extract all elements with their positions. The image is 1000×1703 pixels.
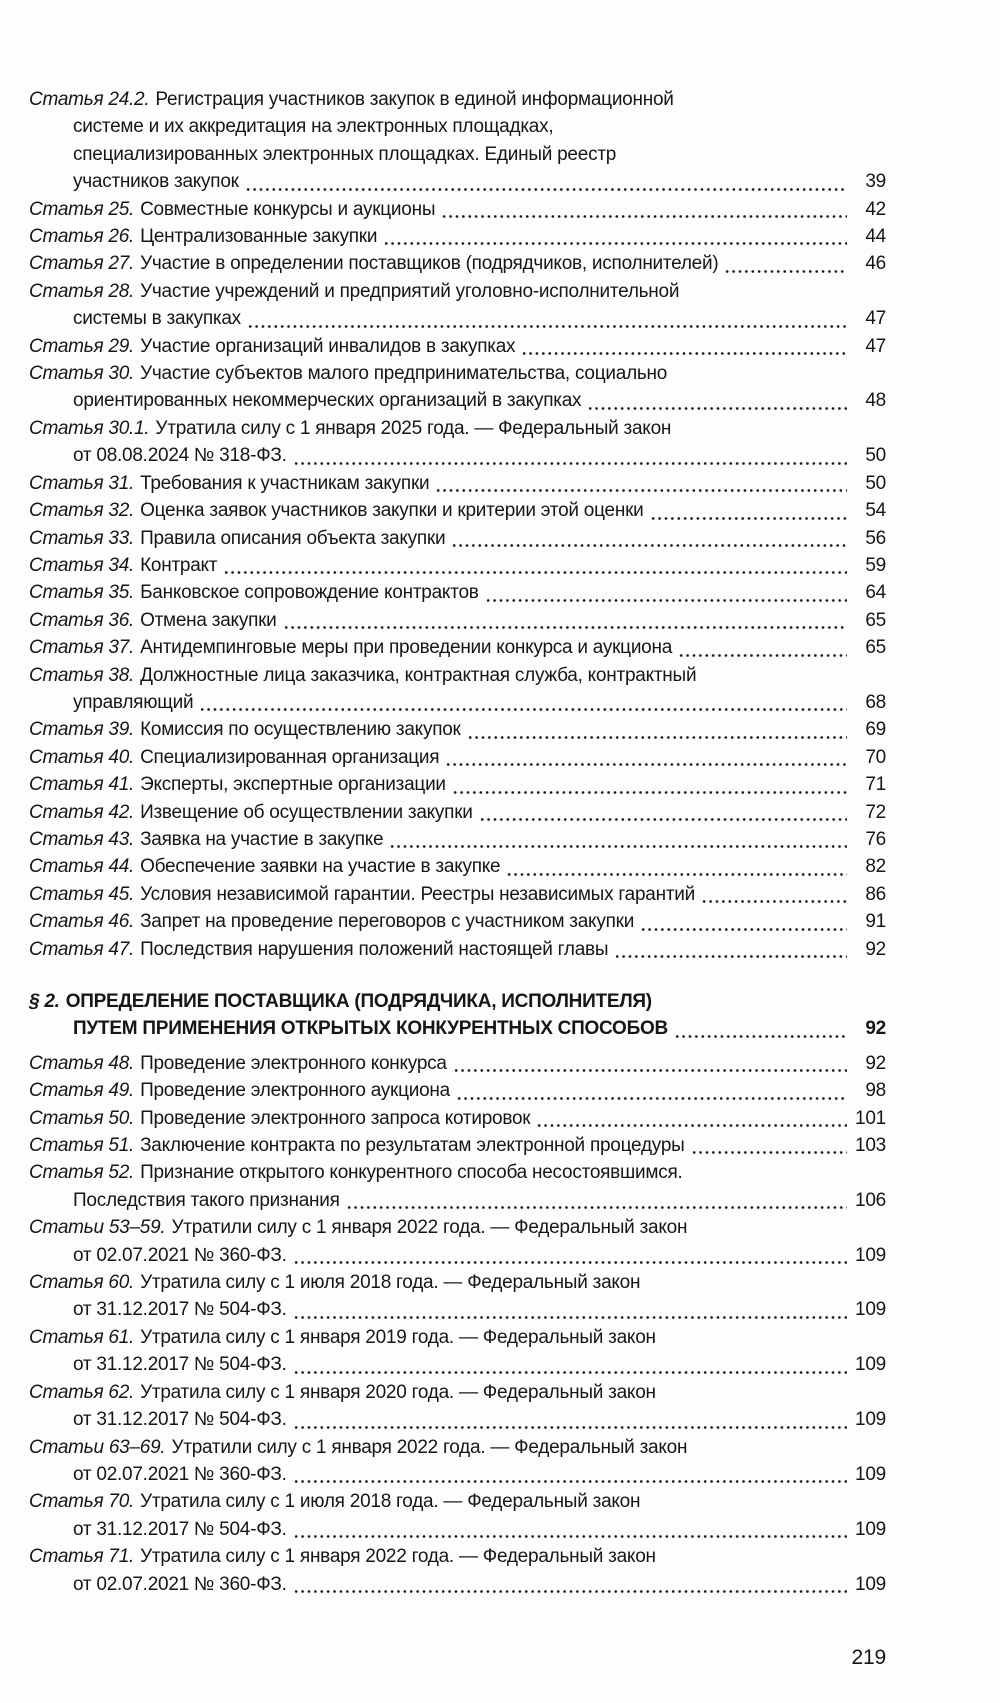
entry-title-text: Отмена закупки: [140, 609, 277, 631]
toc-entry: [29, 607, 886, 634]
article-label: Статья 30.: [29, 363, 135, 385]
dot-leader: [674, 1034, 847, 1039]
entry-title-text: Контракт: [140, 554, 218, 576]
dot-leader: [485, 598, 847, 603]
entry-title-text: участников закупок: [73, 171, 239, 193]
toc-line: [29, 716, 886, 743]
article-label: Статья 51.: [29, 1135, 135, 1157]
entry-title-text: от 08.08.2024 № 318-ФЗ.: [73, 445, 287, 467]
dot-leader: [199, 707, 847, 712]
toc-line: [29, 470, 886, 497]
article-label: Статьи 63–69.: [29, 1436, 166, 1458]
article-label: Статья 41.: [29, 774, 135, 796]
toc-line: [29, 250, 886, 277]
entry-title-text: Участие учреждений и предприятий уголовно-исполнительной: [140, 280, 680, 302]
toc-line: [29, 305, 886, 332]
toc-entry: [29, 771, 886, 798]
entry-page-number: 82: [865, 856, 886, 878]
dot-leader: [293, 1260, 847, 1265]
article-label: Статья 42.: [29, 801, 135, 823]
dot-leader: [293, 1534, 847, 1539]
dot-leader: [245, 187, 847, 192]
dot-leader: [293, 1589, 847, 1594]
article-label: Статья 71.: [29, 1546, 135, 1568]
toc-line: [29, 1187, 886, 1214]
article-label: Статья 48.: [29, 1052, 135, 1074]
article-label: Статьи 53–59.: [29, 1217, 166, 1239]
toc-line: [29, 168, 886, 195]
toc-line: [29, 360, 886, 387]
toc-line: [29, 988, 886, 1015]
entry-page-number: 64: [865, 582, 886, 604]
entry-title-text: Специализированная организация: [140, 746, 440, 768]
entry-page-number: 59: [865, 554, 886, 576]
entry-page-number: 65: [865, 609, 886, 631]
toc-line: [29, 579, 886, 606]
dot-leader: [614, 954, 847, 959]
dot-leader: [223, 570, 847, 575]
toc-line: [29, 196, 886, 223]
entry-title-text: от 31.12.2017 № 504-ФЗ.: [73, 1409, 287, 1431]
dot-leader: [451, 543, 847, 548]
toc-line: [29, 387, 886, 414]
dot-leader: [521, 351, 847, 356]
entry-page-number: 109: [855, 1409, 886, 1431]
entry-page-number: 48: [865, 390, 886, 412]
dot-leader: [293, 1370, 847, 1375]
toc-entry: [29, 1132, 886, 1159]
toc-entry: [29, 1269, 886, 1324]
toc-entry: [29, 1324, 886, 1379]
toc-line: [29, 1461, 886, 1488]
toc-entry: [29, 716, 886, 743]
entry-title-text: Участие организаций инвалидов в закупках: [140, 335, 516, 357]
toc-entry: [29, 1159, 886, 1214]
page-folio-number: 219: [851, 1646, 886, 1669]
toc-line: [29, 1296, 886, 1323]
dot-leader: [435, 488, 847, 493]
entry-title-text: системе и их аккредитация на электронных площадках,: [73, 116, 554, 138]
toc-entry: [29, 86, 886, 196]
entry-page-number: 101: [855, 1107, 886, 1129]
article-label: Статья 52.: [29, 1162, 135, 1184]
article-label: Статья 35.: [29, 582, 135, 604]
toc-line: [29, 1488, 886, 1515]
entry-page-number: 47: [865, 335, 886, 357]
article-label: Статья 33.: [29, 527, 135, 549]
entry-title-text: Утратили силу с 1 января 2022 года. — Федеральный закон: [171, 1436, 688, 1458]
article-label: Статья 49.: [29, 1080, 135, 1102]
entry-page-number: 47: [865, 308, 886, 330]
entry-page-number: 54: [865, 500, 886, 522]
entry-title-text: системы в закупках: [73, 308, 241, 330]
article-label: Статья 27.: [29, 253, 135, 275]
dot-leader: [650, 516, 848, 521]
dot-leader: [467, 735, 847, 740]
entry-page-number: 69: [865, 719, 886, 741]
entry-title-text: специализированных электронных площадках. Единый реестр: [73, 143, 617, 165]
entry-page-number: 109: [855, 1244, 886, 1266]
entry-title-text: Последствия нарушения положений настоящей главы: [140, 938, 609, 960]
entry-page-number: 92: [865, 1052, 886, 1074]
toc-line: [29, 278, 886, 305]
entry-title-text: Участие субъектов малого предпринимательства, социально: [140, 363, 668, 385]
toc-line: [29, 799, 886, 826]
toc-line: [29, 141, 886, 168]
entry-title-text: Проведение электронного запроса котировок: [140, 1107, 531, 1129]
article-label: Статья 62.: [29, 1381, 135, 1403]
dot-leader: [383, 241, 847, 246]
article-label: Статья 28.: [29, 280, 135, 302]
entry-title-text: Проведение электронного конкурса: [140, 1052, 447, 1074]
entry-title-text: Проведение электронного аукциона: [140, 1080, 450, 1102]
entry-title-text: управляющий: [73, 691, 194, 713]
entry-page-number: 50: [865, 445, 886, 467]
toc-entry: [29, 1214, 886, 1269]
entry-page-number: 72: [865, 801, 886, 823]
entry-page-number: 70: [865, 746, 886, 768]
article-label: Статья 46.: [29, 911, 135, 933]
toc-line: [29, 689, 886, 716]
article-label: Статья 32.: [29, 500, 135, 522]
toc-line: [29, 744, 886, 771]
toc-line: [29, 826, 886, 853]
toc-entry: [29, 360, 886, 415]
dot-leader: [587, 406, 847, 411]
article-label: Статья 34.: [29, 554, 135, 576]
entry-title-text: от 31.12.2017 № 504-ФЗ.: [73, 1299, 287, 1321]
dot-leader: [640, 927, 847, 932]
dot-leader: [456, 1096, 847, 1101]
entry-title-text: Обеспечение заявки на участие в закупке: [140, 856, 501, 878]
dot-leader: [691, 1150, 847, 1155]
article-label: Статья 30.1.: [29, 417, 150, 439]
entry-title-text: ориентированных некоммерческих организаций в закупках: [73, 390, 582, 412]
toc-entry: [29, 1543, 886, 1598]
toc-line: [29, 1159, 886, 1186]
toc-line: [29, 1050, 886, 1077]
toc-entry: [29, 333, 886, 360]
entry-title-text: от 02.07.2021 № 360-ФЗ.: [73, 1573, 287, 1595]
toc-entry: [29, 799, 886, 826]
article-label: Статья 45.: [29, 883, 135, 905]
toc-entry: [29, 744, 886, 771]
entry-page-number: 50: [865, 472, 886, 494]
entry-page-number: 109: [855, 1463, 886, 1485]
toc-entry: [29, 1077, 886, 1104]
entry-page-number: 65: [865, 637, 886, 659]
dot-leader: [293, 461, 847, 466]
toc-entry: [29, 1434, 886, 1489]
toc-line: [29, 1077, 886, 1104]
toc-entry: [29, 250, 886, 277]
toc-line: [29, 86, 886, 113]
entry-title-text: Утратили силу с 1 января 2022 года. — Федеральный закон: [171, 1217, 688, 1239]
dot-leader: [479, 817, 847, 822]
entry-page-number: 103: [855, 1135, 886, 1157]
toc-entry: [29, 1105, 886, 1132]
dot-leader: [293, 1425, 847, 1430]
entry-page-number: 71: [865, 774, 886, 796]
entry-title-text: Требования к участникам закупки: [140, 472, 430, 494]
toc-entry: [29, 415, 886, 470]
dot-leader: [452, 790, 847, 795]
toc-line: [29, 1379, 886, 1406]
entry-page-number: 106: [855, 1189, 886, 1211]
dot-leader: [724, 269, 847, 274]
entry-page-number: 109: [855, 1354, 886, 1376]
toc-line: [29, 552, 886, 579]
entry-title-text: ПУТЕМ ПРИМЕНЕНИЯ ОТКРЫТЫХ КОНКУРЕНТНЫХ СПОСОБОВ: [73, 1018, 668, 1040]
entry-page-number: 92: [865, 938, 886, 960]
toc-entry: [29, 278, 886, 333]
entry-title-text: Банковское сопровождение контрактов: [140, 582, 479, 604]
toc-entry: [29, 662, 886, 717]
dot-leader: [283, 625, 847, 630]
entry-title-text: Эксперты, экспертные организации: [140, 774, 446, 796]
entry-title-text: Правила описания объекта закупки: [140, 527, 446, 549]
toc-entry: [29, 470, 886, 497]
toc-line: [29, 607, 886, 634]
entry-page-number: 46: [865, 253, 886, 275]
toc-line: [29, 1351, 886, 1378]
toc-line: [29, 525, 886, 552]
toc-line: [29, 1269, 886, 1296]
dot-leader: [247, 324, 847, 329]
entry-title-text: от 02.07.2021 № 360-ФЗ.: [73, 1463, 287, 1485]
entry-page-number: 109: [855, 1518, 886, 1540]
toc-line: [29, 1571, 886, 1598]
entry-title-text: Утратила силу с 1 января 2020 года. — Федеральный закон: [140, 1381, 656, 1403]
toc-line: [29, 1242, 886, 1269]
entry-title-text: Участие в определении поставщиков (подрядчиков, исполнителей): [140, 253, 719, 275]
article-label: Статья 29.: [29, 335, 135, 357]
entry-title-text: Антидемпинговые меры при проведении конкурса и аукциона: [140, 637, 673, 659]
entry-title-text: Извещение об осуществлении закупки: [140, 801, 473, 823]
article-label: Статья 31.: [29, 472, 135, 494]
toc-entry: [29, 552, 886, 579]
article-label: Статья 50.: [29, 1107, 135, 1129]
entry-title-text: Утратила силу с 1 января 2022 года. — Федеральный закон: [140, 1546, 656, 1568]
article-label: Статья 60.: [29, 1272, 135, 1294]
entry-title-text: Совместные конкурсы и аукционы: [140, 198, 436, 220]
toc-entry: [29, 826, 886, 853]
dot-leader: [701, 899, 847, 904]
toc-line: [29, 223, 886, 250]
toc-line: [29, 936, 886, 963]
article-label: § 2.: [29, 991, 60, 1012]
toc-entry: [29, 634, 886, 661]
entry-title-text: Утратила силу с 1 июля 2018 года. — Федеральный закон: [140, 1272, 641, 1294]
entry-title-text: Заявка на участие в закупке: [140, 828, 384, 850]
entry-page-number: 109: [855, 1573, 886, 1595]
article-label: Статья 61.: [29, 1326, 135, 1348]
dot-leader: [293, 1479, 847, 1484]
entry-page-number: 91: [865, 911, 886, 933]
article-label: Статья 36.: [29, 609, 135, 631]
toc-line: [29, 497, 886, 524]
article-label: Статья 25.: [29, 198, 135, 220]
entry-title-text: Признание открытого конкурентного способа несостоявшимся.: [140, 1162, 683, 1184]
article-label: Статья 39.: [29, 719, 135, 741]
toc-line: [29, 1434, 886, 1461]
entry-page-number: 98: [865, 1080, 886, 1102]
toc-entry: [29, 1050, 886, 1077]
toc-line: [29, 908, 886, 935]
toc-entry: [29, 525, 886, 552]
toc-line: [29, 771, 886, 798]
entry-title-text: ОПРЕДЕЛЕНИЕ ПОСТАВЩИКА (ПОДРЯДЧИКА, ИСПОЛНИТЕЛЯ): [65, 991, 652, 1012]
toc-line: [29, 881, 886, 908]
article-label: Статья 37.: [29, 637, 135, 659]
entry-page-number: 68: [865, 691, 886, 713]
entry-page-number: 86: [865, 883, 886, 905]
entry-page-number: 39: [865, 171, 886, 193]
dot-leader: [389, 844, 847, 849]
toc-line: [29, 1015, 886, 1042]
entry-title-text: Утратила силу с 1 января 2025 года. — Федеральный закон: [155, 417, 672, 439]
toc-line: [29, 415, 886, 442]
toc-entry: [29, 881, 886, 908]
entry-page-number: 44: [865, 226, 886, 248]
toc-line: [29, 113, 886, 140]
entry-title-text: Запрет на проведение переговоров с участником закупки: [140, 911, 635, 933]
entry-title-text: Утратила силу с 1 января 2019 года. — Федеральный закон: [140, 1326, 656, 1348]
toc-entry: [29, 196, 886, 223]
entry-page-number: 92: [865, 1018, 886, 1040]
entry-page-number: 56: [865, 527, 886, 549]
entry-title-text: Должностные лица заказчика, контрактная служба, контрактный: [140, 664, 697, 686]
entry-title-text: Комиссия по осуществлению закупок: [140, 719, 461, 741]
entry-title-text: Централизованные закупки: [140, 226, 378, 248]
article-label: Статья 70.: [29, 1491, 135, 1513]
entry-title-text: от 02.07.2021 № 360-ФЗ.: [73, 1244, 287, 1266]
toc-entry: [29, 936, 886, 963]
toc-entry: [29, 908, 886, 935]
entry-page-number: 109: [855, 1299, 886, 1321]
toc-line: [29, 1214, 886, 1241]
dot-leader: [445, 762, 847, 767]
toc-list: [29, 86, 886, 1598]
article-label: Статья 26.: [29, 226, 135, 248]
article-label: Статья 47.: [29, 938, 135, 960]
dot-leader: [678, 653, 847, 658]
toc-entry: [29, 497, 886, 524]
toc-line: [29, 1406, 886, 1433]
toc-line: [29, 442, 886, 469]
dot-leader: [346, 1205, 847, 1210]
article-label: Статья 44.: [29, 856, 135, 878]
toc-line: [29, 853, 886, 880]
toc-entry: [29, 223, 886, 250]
entry-title-text: от 31.12.2017 № 504-ФЗ.: [73, 1354, 287, 1376]
section-heading: [29, 988, 886, 1043]
toc-line: [29, 634, 886, 661]
dot-leader: [441, 214, 847, 219]
entry-page-number: 42: [865, 198, 886, 220]
entry-title-text: от 31.12.2017 № 504-ФЗ.: [73, 1518, 287, 1540]
toc-line: [29, 662, 886, 689]
toc-entry: [29, 1379, 886, 1434]
toc-line: [29, 1324, 886, 1351]
toc-line: [29, 1132, 886, 1159]
article-label: Статья 38.: [29, 664, 135, 686]
entry-title-text: Оценка заявок участников закупки и критерии этой оценки: [140, 500, 644, 522]
entry-title-text: Регистрация участников закупок в единой информационной: [155, 89, 674, 110]
toc-entry: [29, 853, 886, 880]
dot-leader: [293, 1315, 847, 1320]
dot-leader: [536, 1123, 847, 1128]
entry-title-text: Условия независимой гарантии. Реестры независимых гарантий: [140, 883, 696, 905]
toc-line: [29, 1543, 886, 1570]
article-label: Статья 24.2.: [29, 89, 150, 110]
toc-line: [29, 333, 886, 360]
toc-line: [29, 1516, 886, 1543]
entry-page-number: 76: [865, 828, 886, 850]
dot-leader: [506, 872, 847, 877]
dot-leader: [453, 1068, 847, 1073]
article-label: Статья 40.: [29, 746, 135, 768]
entry-title-text: Утратила силу с 1 июля 2018 года. — Федеральный закон: [140, 1491, 641, 1513]
toc-entry: [29, 579, 886, 606]
entry-title-text: Последствия такого признания: [73, 1189, 340, 1211]
toc-line: [29, 1105, 886, 1132]
article-label: Статья 43.: [29, 828, 135, 850]
toc-entry: [29, 1488, 886, 1543]
entry-title-text: Заключение контракта по результатам электронной процедуры: [140, 1135, 685, 1157]
